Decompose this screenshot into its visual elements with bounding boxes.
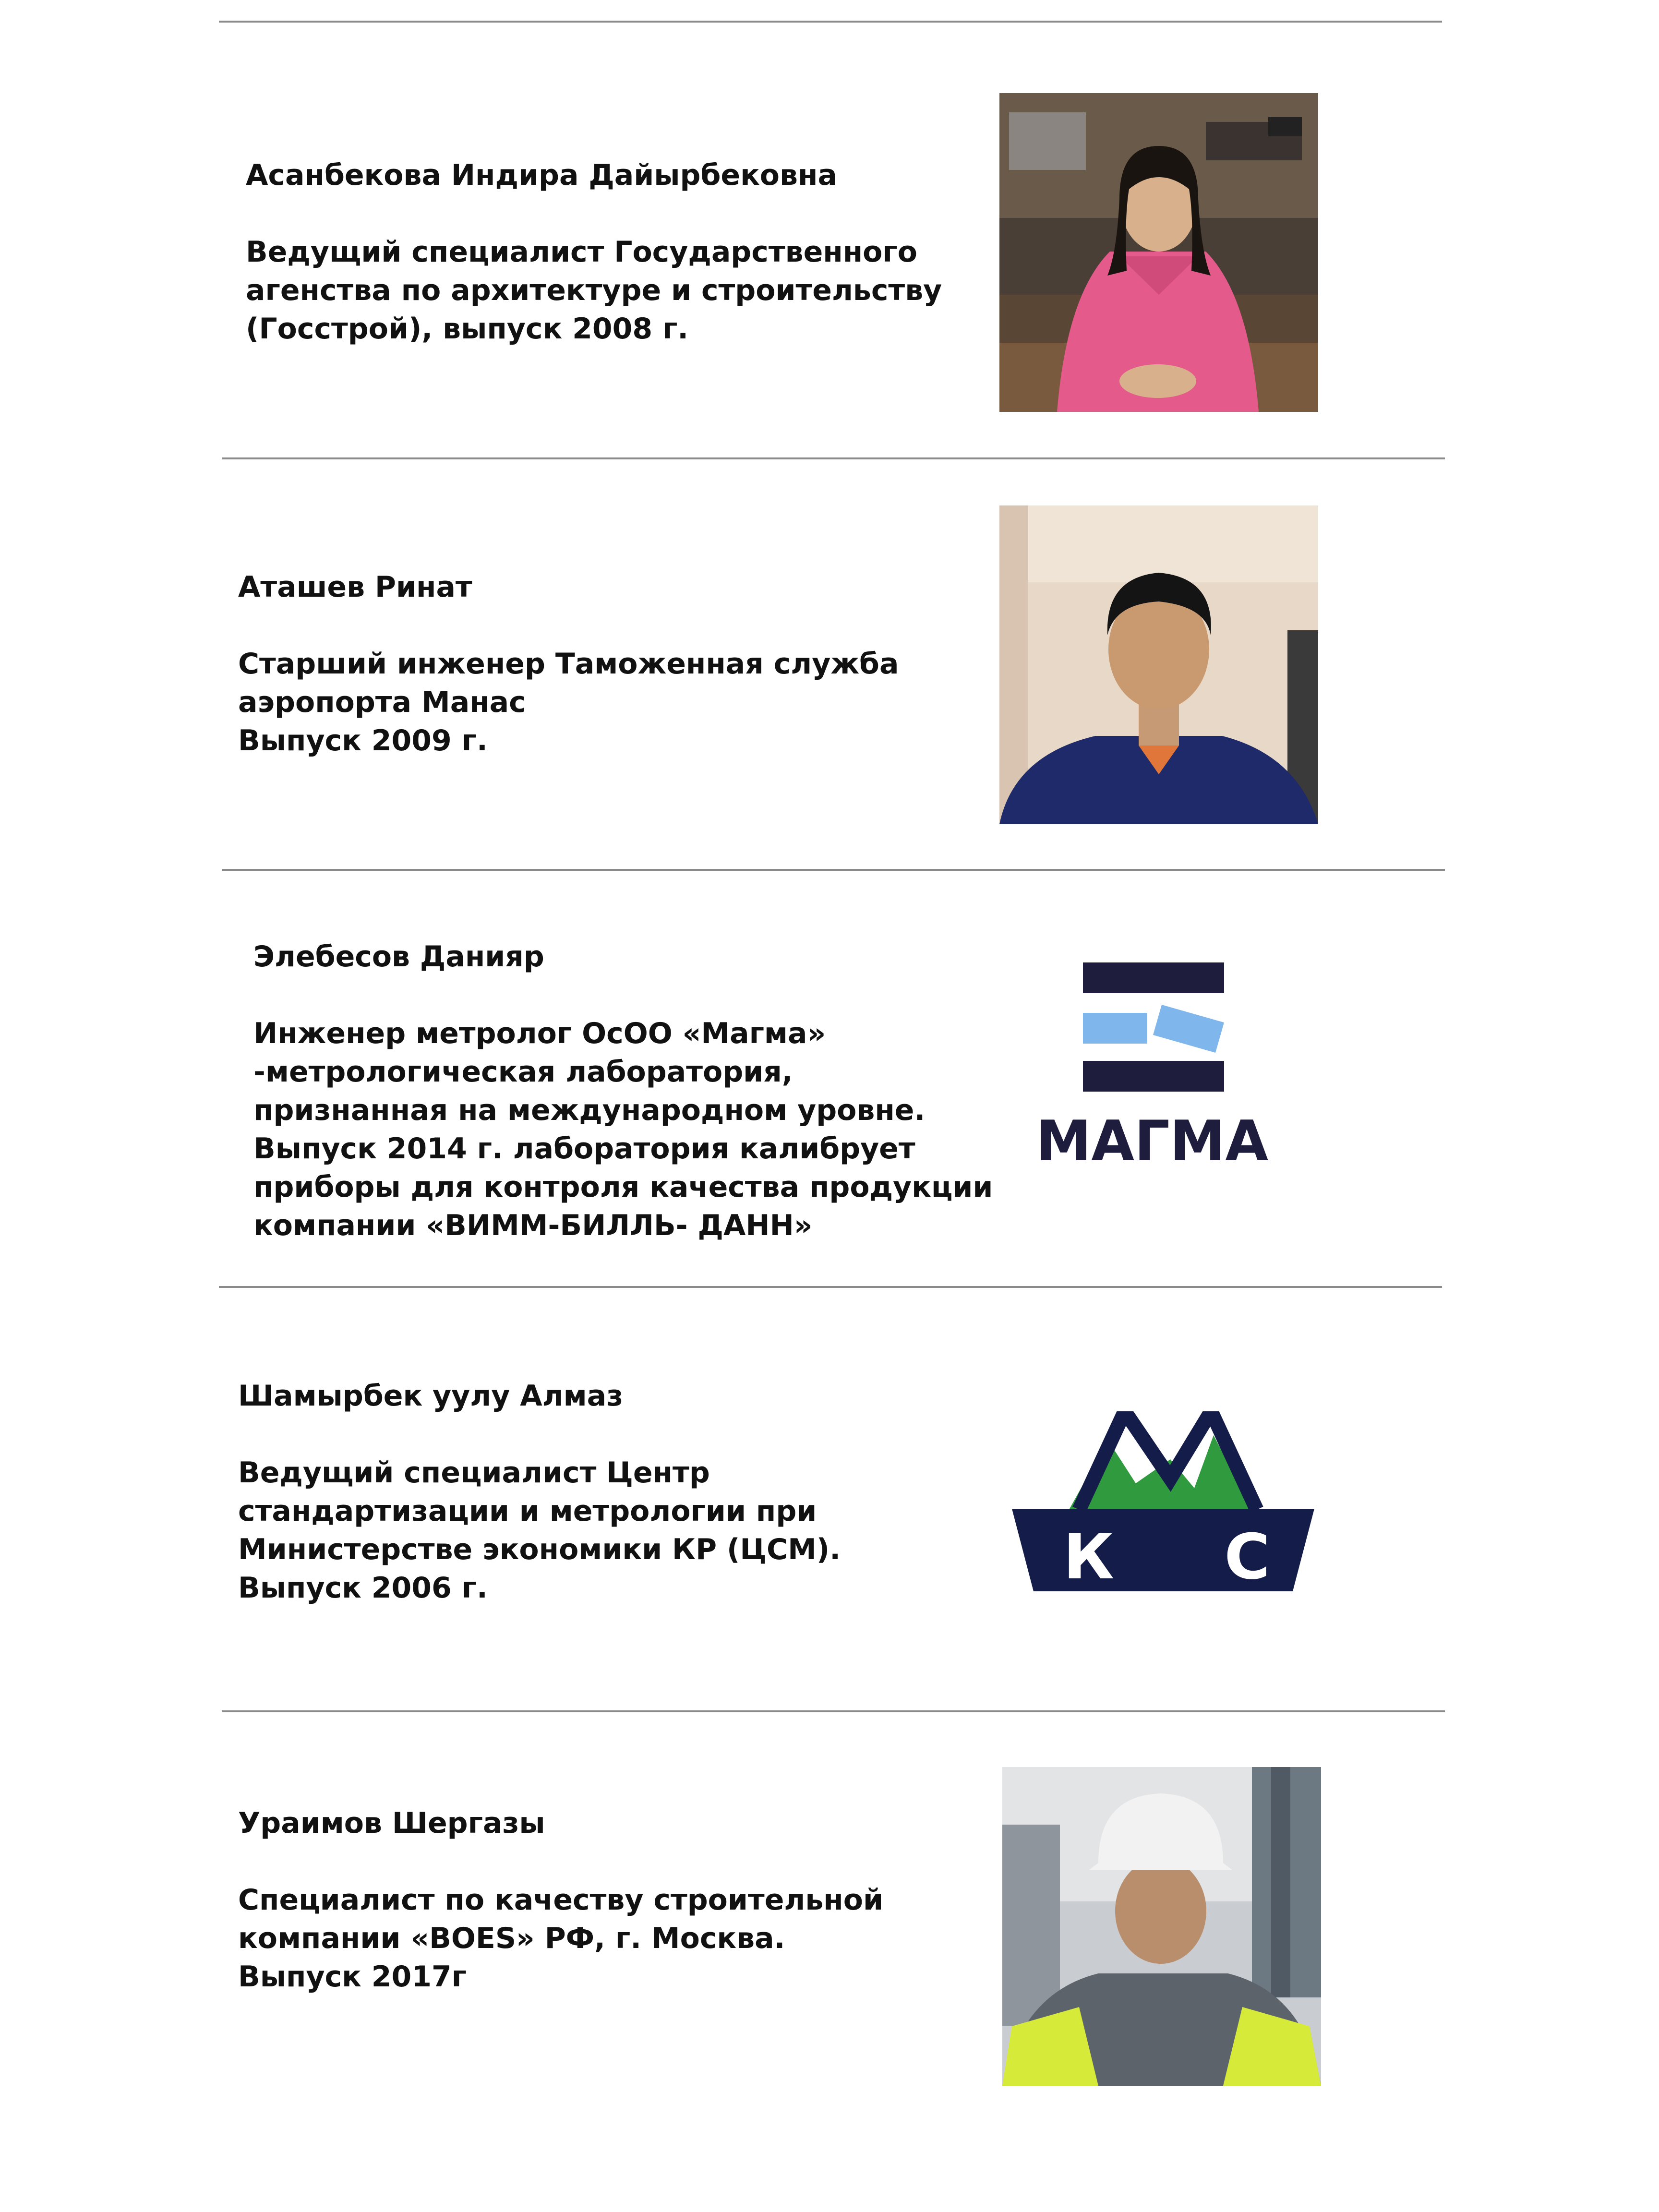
- person-description: Инженер метролог ОсОО «Магма» -метрологическая лаборатория, признанная на международном уровне. Выпуск 2014 г. лаборатория калибрует приборы для контроля качества продукции компании «ВИММ-БИЛЛЬ- ДАНН»: [253, 1017, 993, 1242]
- portrait-photo: [1002, 1767, 1321, 2086]
- csm-logo: [1012, 1411, 1314, 1594]
- portrait-photo: [999, 93, 1318, 412]
- divider-3: [219, 1286, 1442, 1288]
- entry-3-text: [253, 938, 1002, 1245]
- magma-logo-text: МАГМА: [1035, 1109, 1269, 1169]
- magma-logo: [1032, 962, 1272, 1169]
- entry-1-text: [246, 156, 995, 348]
- divider-1: [222, 457, 1445, 459]
- person-name: Аташев Ринат: [238, 570, 472, 604]
- person-name: Шамырбек уулу Алмаз: [238, 1379, 624, 1413]
- person-name: Элебесов Данияр: [253, 940, 544, 974]
- person-name: Ураимов Шергазы: [238, 1806, 545, 1840]
- person-description: Ведущий специалист Государственного агенства по архитектуре и строительству (Госстрой), выпуск 2008 г.: [246, 235, 942, 346]
- divider-4: [222, 1710, 1445, 1712]
- entry-4-text: [238, 1377, 987, 1607]
- person-description: Ведущий специалист Центр стандартизации и метрологии при Министерстве экономики КР (ЦСМ). Выпуск 2006 г.: [238, 1456, 841, 1605]
- portrait-photo: [999, 505, 1318, 824]
- csm-logo-letter-c: С: [1224, 1520, 1270, 1593]
- entry-5-text: [238, 1804, 987, 1996]
- person-name: Асанбекова Индира Дайырбековна: [246, 158, 837, 192]
- person-description: Специалист по качеству строительной компании «BOES» РФ, г. Москва. Выпуск 2017г: [238, 1883, 883, 1994]
- entry-2-text: [238, 568, 987, 760]
- person-description: Старший инженер Таможенная служба аэропорта Манас Выпуск 2009 г.: [238, 647, 899, 757]
- divider-top: [219, 21, 1442, 23]
- divider-2: [222, 869, 1445, 871]
- csm-logo-letter-k: К: [1063, 1520, 1115, 1593]
